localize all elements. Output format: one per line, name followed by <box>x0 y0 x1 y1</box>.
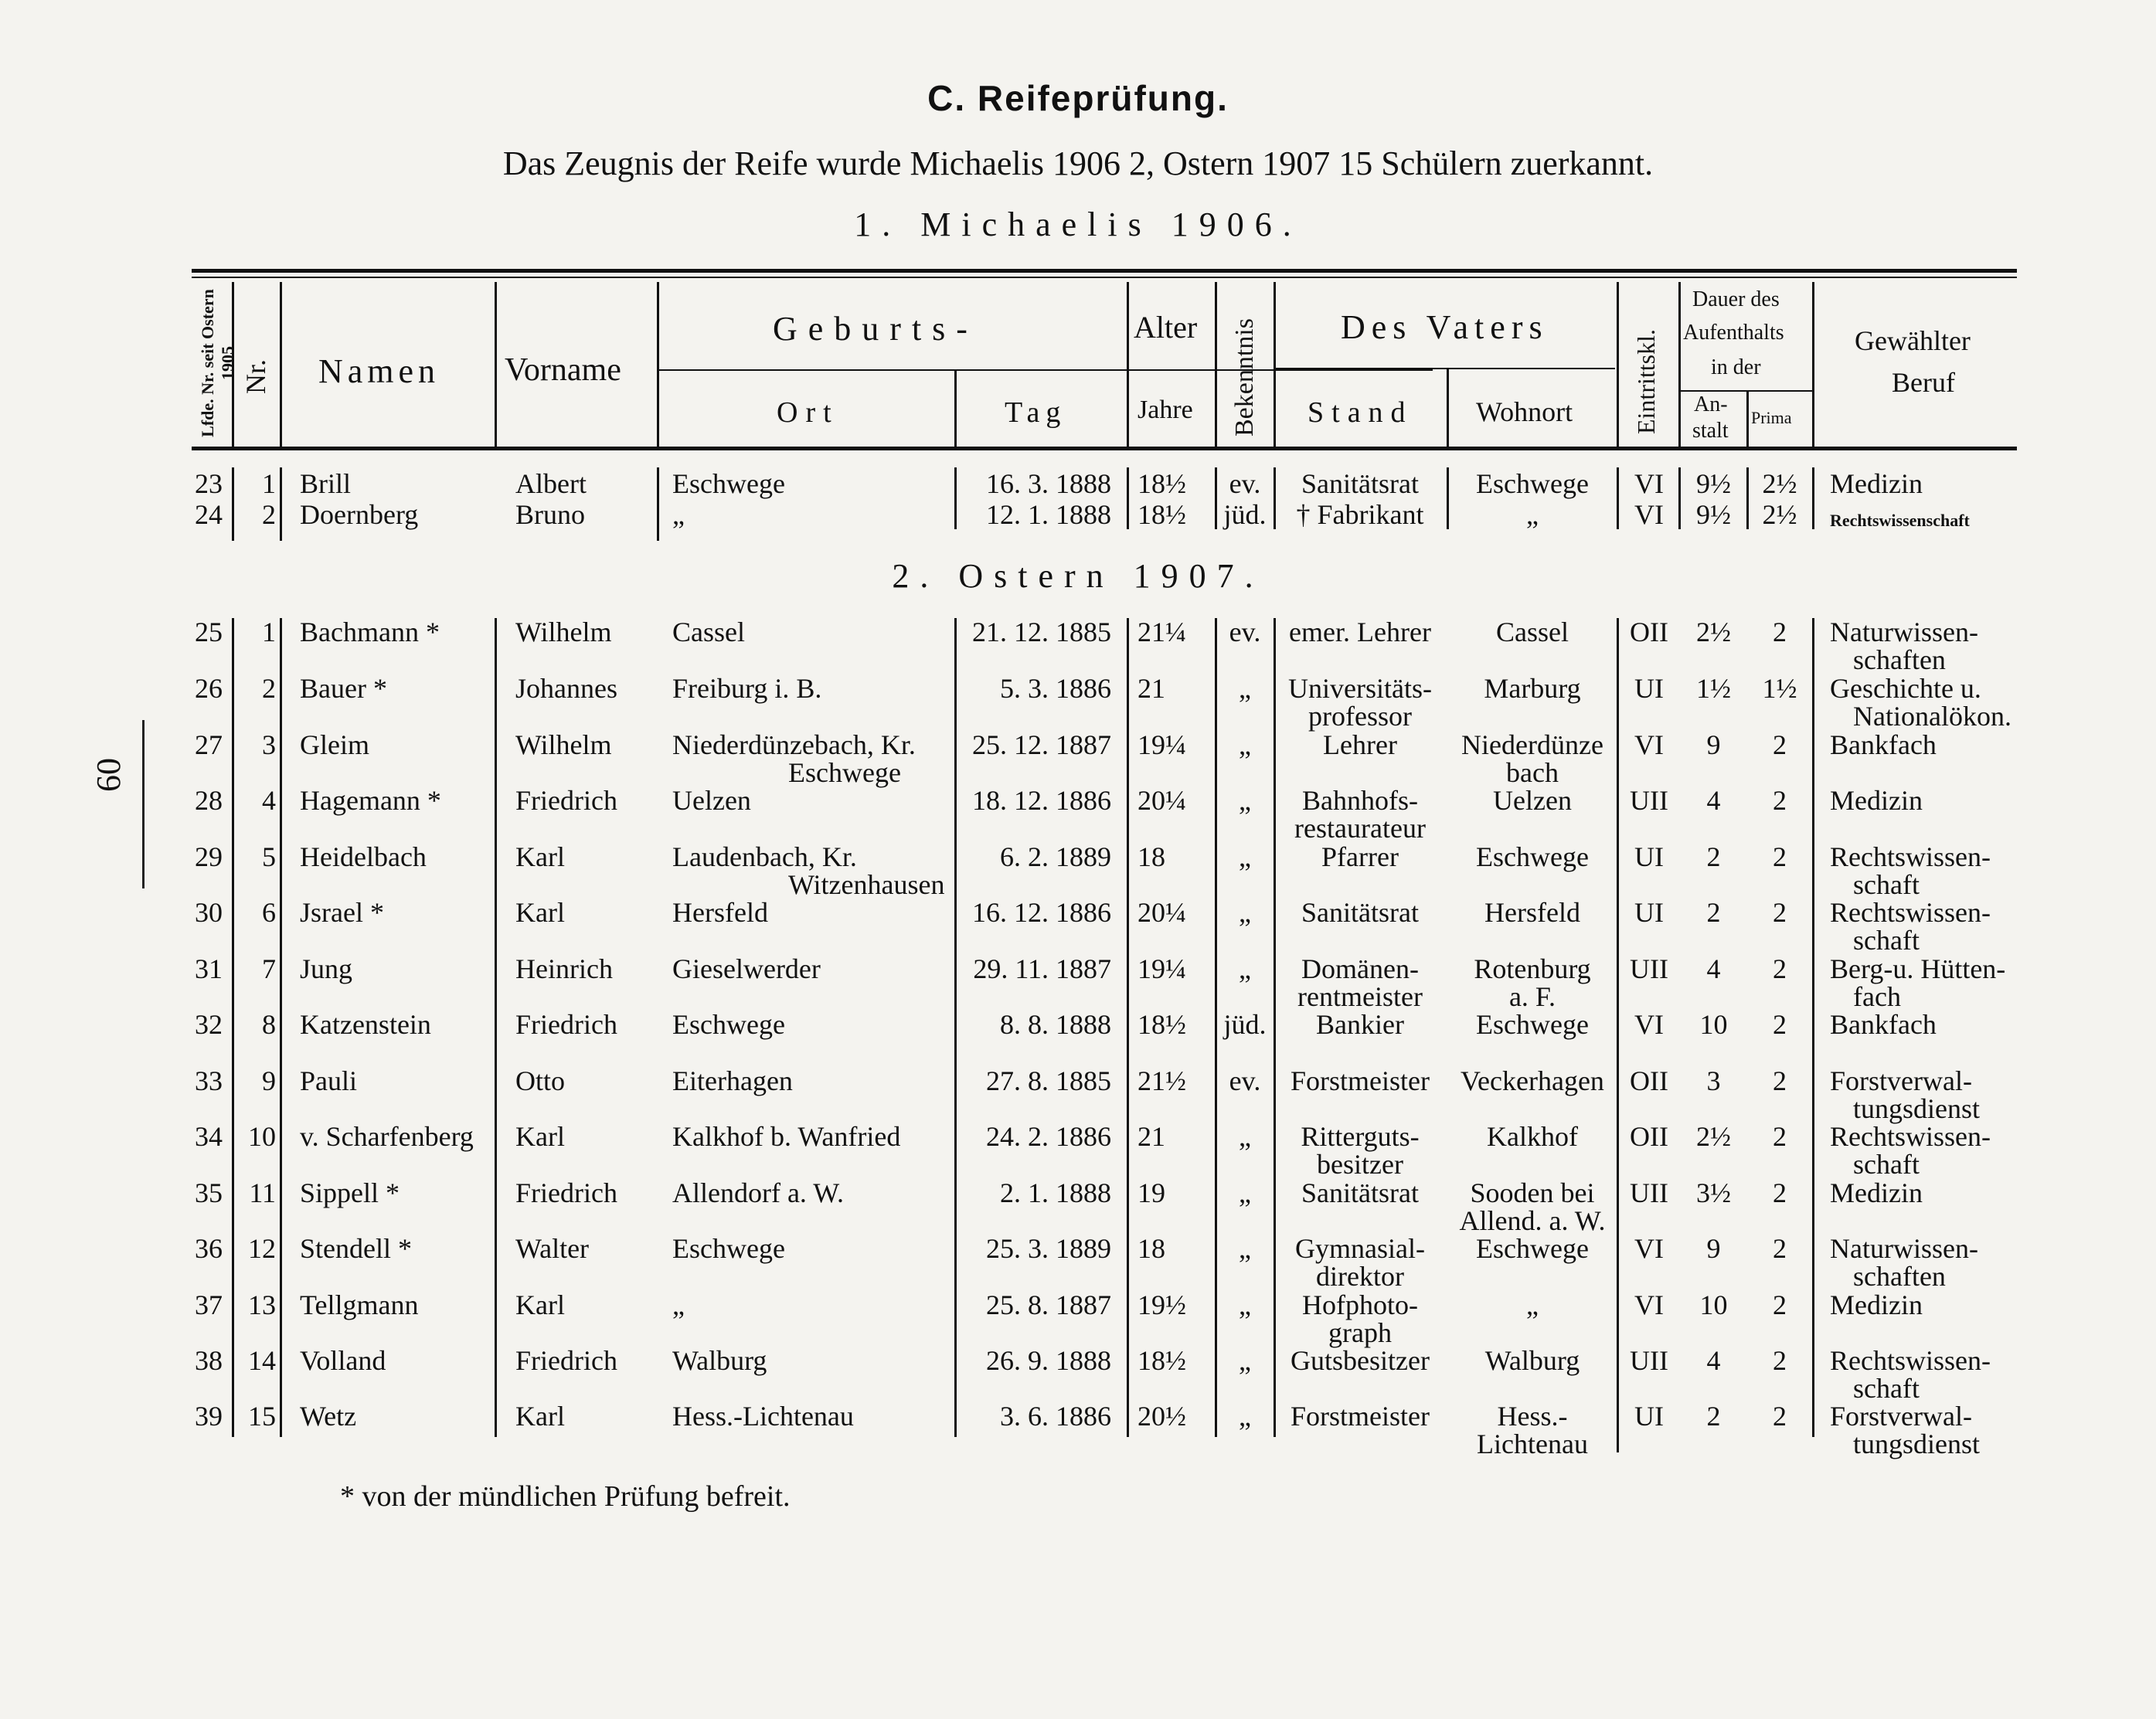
cell-tag: 25. 3. 1889 <box>986 1233 1111 1264</box>
header-alter: Alter <box>1134 310 1198 345</box>
header-des-vaters: Des Vaters <box>1341 308 1549 346</box>
cell-ort: Niederdünzebach, Kr. <box>672 729 916 760</box>
cell-ort: Allendorf a. W. <box>672 1177 844 1208</box>
cell-vorname: Friedrich <box>515 1009 617 1040</box>
cell-nr: 2 <box>262 499 276 530</box>
cell-prima: 2 <box>1773 1177 1787 1208</box>
cell-bek: ev. <box>1229 468 1261 499</box>
cell-ort: Laudenbach, Kr. <box>672 841 857 872</box>
cell-prima: 2 <box>1773 953 1787 984</box>
cell-wohnort: Allend. a. W. <box>1459 1205 1606 1236</box>
cell-nr: 9 <box>262 1065 276 1096</box>
cell-vorname: Karl <box>515 1289 565 1320</box>
page-number: 60 <box>90 758 128 792</box>
header-dauer-1: Dauer des <box>1692 287 1780 311</box>
cell-stand: † Fabrikant <box>1296 499 1424 530</box>
cell-kl: VI <box>1634 1289 1664 1320</box>
cell-lfd: 33 <box>195 1065 223 1096</box>
cell-wohnort: Cassel <box>1496 617 1569 647</box>
cell-stand: direktor <box>1316 1261 1404 1292</box>
cell-alter: 21 <box>1138 673 1165 704</box>
cell-prima: 2 <box>1773 1233 1787 1264</box>
cell-vorname: Karl <box>515 841 565 872</box>
cell-nr: 12 <box>248 1233 276 1264</box>
header-anstalt-1: An- <box>1694 392 1728 416</box>
cell-lfd: 27 <box>195 729 223 760</box>
cell-bek: „ <box>1239 1289 1251 1320</box>
cell-tag: 24. 2. 1886 <box>986 1121 1111 1152</box>
cell-beruf: Naturwissen- <box>1830 1233 1978 1264</box>
cell-stand: emer. Lehrer <box>1289 617 1431 647</box>
cell-nr: 10 <box>248 1121 276 1152</box>
cell-prima: 2 <box>1773 1121 1787 1152</box>
cell-prima: 2 <box>1773 1401 1787 1432</box>
cell-kl: VI <box>1634 499 1664 530</box>
cell-stand: rentmeister <box>1297 981 1423 1012</box>
cell-stand: Forstmeister <box>1291 1401 1430 1432</box>
cell-alter: 19 <box>1138 1177 1165 1208</box>
cell-stand: Lehrer <box>1323 729 1397 760</box>
cell-alter: 20¼ <box>1138 785 1186 816</box>
cell-lfd: 25 <box>195 617 223 647</box>
cell-anstalt: 3 <box>1706 1065 1721 1096</box>
cell-wohnort: bach <box>1506 757 1559 788</box>
cell-tag: 29. 11. 1887 <box>973 953 1111 984</box>
cell-name: Bauer * <box>300 673 387 704</box>
cell-tag: 5. 3. 1886 <box>1000 673 1111 704</box>
cell-nr: 15 <box>248 1401 276 1432</box>
cell-prima: 2 <box>1773 841 1787 872</box>
cell-ort: Witzenhausen <box>788 869 945 900</box>
cell-wohnort: Hersfeld <box>1484 897 1580 928</box>
cell-ort: Gieselwerder <box>672 953 821 984</box>
cell-beruf: Rechtswissen- <box>1830 841 1991 872</box>
cell-nr: 8 <box>262 1009 276 1040</box>
cell-lfd: 34 <box>195 1121 223 1152</box>
cell-lfd: 36 <box>195 1233 223 1264</box>
header-stand: Stand <box>1308 396 1413 429</box>
cell-tag: 12. 1. 1888 <box>986 499 1111 530</box>
cell-beruf: Medizin <box>1830 468 1923 499</box>
cell-beruf: Geschichte u. <box>1830 673 1981 704</box>
cell-bek: jüd. <box>1223 499 1267 530</box>
cell-alter: 21¼ <box>1138 617 1186 647</box>
cell-anstalt: 2 <box>1706 897 1721 928</box>
cell-name: v. Scharfenberg <box>300 1121 474 1152</box>
cell-beruf: schaft <box>1853 869 1920 900</box>
cell-bek: „ <box>1239 1121 1251 1152</box>
cell-ort: Eschwege <box>672 1009 785 1040</box>
cell-anstalt: 9 <box>1706 1233 1721 1264</box>
cell-alter: 19¼ <box>1138 729 1186 760</box>
cell-ort: Eiterhagen <box>672 1065 793 1096</box>
cell-alter: 18½ <box>1138 1009 1186 1040</box>
cell-lfd: 38 <box>195 1345 223 1376</box>
cell-prima: 2 <box>1773 1345 1787 1376</box>
cell-prima: 2 <box>1773 1009 1787 1040</box>
cell-anstalt: 9½ <box>1696 468 1731 499</box>
cell-lfd: 29 <box>195 841 223 872</box>
cell-beruf: Nationalökon. <box>1853 701 2011 732</box>
cell-stand: Universitäts- <box>1288 673 1432 704</box>
cell-beruf: fach <box>1853 981 1901 1012</box>
cell-ort: „ <box>672 1289 685 1320</box>
cell-wohnort: „ <box>1526 499 1539 530</box>
header-tag: Tag <box>1005 396 1067 429</box>
cell-beruf: tungsdienst <box>1853 1093 1981 1124</box>
cell-nr: 14 <box>248 1345 276 1376</box>
cell-kl: UI <box>1634 841 1664 872</box>
cell-stand: Hofphoto- <box>1302 1289 1418 1320</box>
cell-beruf: schaft <box>1853 1373 1920 1404</box>
cell-vorname: Friedrich <box>515 1345 617 1376</box>
page-title: C. Reifeprüfung. <box>927 78 1229 118</box>
cell-nr: 6 <box>262 897 276 928</box>
cell-alter: 21½ <box>1138 1065 1186 1096</box>
cell-name: Gleim <box>300 729 369 760</box>
header-beruf-1: Gewählter <box>1855 325 1971 356</box>
cell-vorname: Friedrich <box>515 1177 617 1208</box>
cell-bek: ev. <box>1229 617 1261 647</box>
cell-prima: 2 <box>1773 1065 1787 1096</box>
header-anstalt-2: stalt <box>1692 419 1729 443</box>
cell-wohnort: a. F. <box>1508 981 1556 1012</box>
cell-beruf: schaft <box>1853 925 1920 956</box>
cell-lfd: 30 <box>195 897 223 928</box>
cell-name: Stendell * <box>300 1233 412 1264</box>
cell-tag: 6. 2. 1889 <box>1000 841 1111 872</box>
cell-prima: 2 <box>1773 729 1787 760</box>
cell-anstalt: 2½ <box>1696 1121 1731 1152</box>
cell-vorname: Otto <box>515 1065 566 1096</box>
header-dauer-2: Aufenthalts <box>1683 321 1784 345</box>
cell-anstalt: 10 <box>1699 1009 1728 1040</box>
cell-ort: Hersfeld <box>672 897 768 928</box>
cell-nr: 2 <box>262 673 276 704</box>
header-bekenntnis: Bekenntnis <box>1230 318 1259 437</box>
cell-wohnort: Uelzen <box>1493 785 1572 816</box>
cell-kl: UII <box>1630 953 1668 984</box>
cell-beruf: Bankfach <box>1830 1009 1937 1040</box>
cell-lfd: 32 <box>195 1009 223 1040</box>
cell-name: Jsrael * <box>300 897 384 928</box>
cell-prima: 2½ <box>1762 468 1797 499</box>
cell-bek: jüd. <box>1223 1009 1267 1040</box>
cell-wohnort: Lichtenau <box>1477 1429 1588 1459</box>
cell-beruf: Forstverwal- <box>1830 1401 1972 1432</box>
cell-bek: „ <box>1239 841 1251 872</box>
cell-beruf: Rechtswissen- <box>1830 1345 1991 1376</box>
cell-tag: 18. 12. 1886 <box>972 785 1111 816</box>
cell-beruf: Medizin <box>1830 1177 1923 1208</box>
cell-anstalt: 2 <box>1706 841 1721 872</box>
cell-ort: Hess.-Lichtenau <box>672 1401 854 1432</box>
cell-vorname: Karl <box>515 897 565 928</box>
cell-kl: VI <box>1634 468 1664 499</box>
cell-anstalt: 4 <box>1706 1345 1721 1376</box>
cell-beruf: Berg-u. Hütten- <box>1830 953 2006 984</box>
cell-nr: 1 <box>262 468 276 499</box>
cell-alter: 18 <box>1138 841 1165 872</box>
cell-kl: UII <box>1630 1345 1668 1376</box>
cell-lfd: 31 <box>195 953 223 984</box>
cell-lfd: 39 <box>195 1401 223 1432</box>
header-dauer-3: in der <box>1711 355 1761 379</box>
cell-kl: VI <box>1634 729 1664 760</box>
cell-tag: 2. 1. 1888 <box>1000 1177 1111 1208</box>
cell-name: Brill <box>300 468 352 499</box>
cell-nr: 11 <box>249 1177 276 1208</box>
cell-prima: 2 <box>1773 897 1787 928</box>
cell-kl: OII <box>1630 1065 1668 1096</box>
header-prima: Prima <box>1751 408 1792 427</box>
cell-beruf: schaft <box>1853 1149 1920 1180</box>
cell-kl: UI <box>1634 673 1664 704</box>
cell-name: Hagemann * <box>300 785 441 816</box>
header-geburts: Geburts- <box>773 310 978 348</box>
cell-lfd: 23 <box>195 468 223 499</box>
header-ort: Ort <box>777 396 839 429</box>
header-wohnort: Wohnort <box>1476 396 1573 427</box>
cell-beruf: Medizin <box>1830 785 1923 816</box>
cell-name: Tellgmann <box>300 1289 419 1320</box>
cell-stand: professor <box>1308 701 1412 732</box>
header-namen: Namen <box>318 352 440 390</box>
cell-kl: UII <box>1630 785 1668 816</box>
cell-ort: Walburg <box>672 1345 767 1376</box>
cell-wohnort: Eschwege <box>1476 468 1589 499</box>
cell-alter: 19½ <box>1138 1289 1186 1320</box>
cell-name: Wetz <box>300 1401 357 1432</box>
cell-prima: 1½ <box>1762 673 1797 704</box>
cell-beruf: Rechtswissenschaft <box>1830 511 1970 530</box>
cell-bek: „ <box>1239 897 1251 928</box>
cell-wohnort: Eschwege <box>1476 1233 1589 1264</box>
cell-nr: 7 <box>262 953 276 984</box>
header-nr: Nr. <box>240 359 271 394</box>
cell-anstalt: 9½ <box>1696 499 1731 530</box>
cell-name: Bachmann * <box>300 617 440 647</box>
cell-beruf: schaften <box>1853 644 1946 675</box>
cell-wohnort: Sooden bei <box>1470 1177 1595 1208</box>
cell-vorname: Karl <box>515 1401 565 1432</box>
cell-wohnort: Niederdünze <box>1461 729 1603 760</box>
cell-stand: Sanitätsrat <box>1301 897 1419 928</box>
cell-beruf: Naturwissen- <box>1830 617 1978 647</box>
cell-lfd: 28 <box>195 785 223 816</box>
cell-name: Sippell * <box>300 1177 400 1208</box>
cell-vorname: Albert <box>515 468 587 499</box>
cell-wohnort: Hess.- <box>1497 1401 1568 1432</box>
cell-alter: 18½ <box>1138 499 1186 530</box>
cell-bek: „ <box>1239 1177 1251 1208</box>
cell-bek: „ <box>1239 953 1251 984</box>
cell-tag: 8. 8. 1888 <box>1000 1009 1111 1040</box>
cell-anstalt: 3½ <box>1696 1177 1731 1208</box>
cell-ort: Cassel <box>672 617 745 647</box>
cell-prima: 2 <box>1773 617 1787 647</box>
cell-anstalt: 2 <box>1706 1401 1721 1432</box>
header-jahre: Jahre <box>1138 396 1193 424</box>
cell-beruf: tungsdienst <box>1853 1429 1981 1459</box>
cell-stand: Bankier <box>1316 1009 1404 1040</box>
cell-wohnort: Kalkhof <box>1487 1121 1578 1152</box>
cell-name: Doernberg <box>300 499 419 530</box>
cell-kl: UII <box>1630 1177 1668 1208</box>
cell-nr: 3 <box>262 729 276 760</box>
cell-ort: Freiburg i. B. <box>672 673 822 704</box>
cell-vorname: Bruno <box>515 499 585 530</box>
cell-tag: 27. 8. 1885 <box>986 1065 1111 1096</box>
cell-stand: Gymnasial- <box>1295 1233 1425 1264</box>
cell-stand: Sanitätsrat <box>1301 1177 1419 1208</box>
cell-bek: ev. <box>1229 1065 1261 1096</box>
cell-lfd: 26 <box>195 673 223 704</box>
cell-beruf: Medizin <box>1830 1289 1923 1320</box>
cell-bek: „ <box>1239 1345 1251 1376</box>
footnote: * von der mündlichen Prüfung befreit. <box>340 1480 791 1513</box>
cell-wohnort: Marburg <box>1484 673 1581 704</box>
cell-kl: VI <box>1634 1009 1664 1040</box>
cell-bek: „ <box>1239 673 1251 704</box>
cell-prima: 2 <box>1773 785 1787 816</box>
cell-stand: Pfarrer <box>1321 841 1399 872</box>
cell-anstalt: 10 <box>1699 1289 1728 1320</box>
header-beruf-2: Beruf <box>1892 367 1955 398</box>
cell-kl: UI <box>1634 897 1664 928</box>
header-vorname: Vorname <box>505 352 621 388</box>
cell-beruf: Forstverwal- <box>1830 1065 1972 1096</box>
cell-kl: OII <box>1630 1121 1668 1152</box>
header-lfd-nr: Lfde. Nr. seit Ostern 1905 <box>198 289 237 437</box>
cell-lfd: 37 <box>195 1289 223 1320</box>
cell-vorname: Karl <box>515 1121 565 1152</box>
cell-stand: Gutsbesitzer <box>1291 1345 1430 1376</box>
cell-tag: 21. 12. 1885 <box>972 617 1111 647</box>
cell-stand: Forstmeister <box>1291 1065 1430 1096</box>
cell-vorname: Friedrich <box>515 785 617 816</box>
cell-vorname: Wilhelm <box>515 617 612 647</box>
header-eintrittskl: Eintrittskl. <box>1632 329 1660 434</box>
cell-ort: Eschwege <box>672 468 785 499</box>
cell-bek: „ <box>1239 1233 1251 1264</box>
cell-ort: Uelzen <box>672 785 751 816</box>
section-heading-michaelis: 1. Michaelis 1906. <box>854 206 1302 243</box>
cell-wohnort: Eschwege <box>1476 841 1589 872</box>
cell-vorname: Walter <box>515 1233 590 1264</box>
cell-ort: Eschwege <box>672 1233 785 1264</box>
cell-stand: Domänen- <box>1301 953 1419 984</box>
cell-lfd: 24 <box>195 499 223 530</box>
cell-stand: Bahnhofs- <box>1302 785 1418 816</box>
cell-vorname: Heinrich <box>515 953 613 984</box>
cell-prima: 2 <box>1773 1289 1787 1320</box>
cell-tag: 3. 6. 1886 <box>1000 1401 1111 1432</box>
cell-tag: 25. 12. 1887 <box>972 729 1111 760</box>
cell-ort: Eschwege <box>788 757 901 788</box>
cell-kl: VI <box>1634 1233 1664 1264</box>
cell-beruf: schaften <box>1853 1261 1946 1292</box>
cell-prima: 2½ <box>1762 499 1797 530</box>
cell-ort: „ <box>672 499 685 530</box>
cell-wohnort: „ <box>1526 1289 1539 1320</box>
cell-stand: Ritterguts- <box>1301 1121 1420 1152</box>
cell-kl: UI <box>1634 1401 1664 1432</box>
cell-nr: 1 <box>262 617 276 647</box>
cell-bek: „ <box>1239 1401 1251 1432</box>
section-heading-ostern: 2. Ostern 1907. <box>892 557 1264 595</box>
cell-name: Pauli <box>300 1065 358 1096</box>
cell-tag: 16. 12. 1886 <box>972 897 1111 928</box>
cell-wohnort: Walburg <box>1484 1345 1580 1376</box>
cell-anstalt: 9 <box>1706 729 1721 760</box>
cell-nr: 4 <box>262 785 276 816</box>
cell-alter: 18 <box>1138 1233 1165 1264</box>
cell-alter: 18½ <box>1138 468 1186 499</box>
cell-nr: 5 <box>262 841 276 872</box>
intro-text: Das Zeugnis der Reife wurde Michaelis 1906 2, Ostern 1907 15 Schülern zuerkannt. <box>502 144 1654 182</box>
cell-bek: „ <box>1239 729 1251 760</box>
cell-stand: restaurateur <box>1294 813 1426 844</box>
cell-wohnort: Rotenburg <box>1474 953 1591 984</box>
cell-alter: 21 <box>1138 1121 1165 1152</box>
cell-kl: OII <box>1630 617 1668 647</box>
cell-name: Katzenstein <box>300 1009 431 1040</box>
cell-stand: Sanitätsrat <box>1301 468 1419 499</box>
cell-ort: Kalkhof b. Wanfried <box>672 1121 901 1152</box>
cell-nr: 13 <box>248 1289 276 1320</box>
cell-anstalt: 4 <box>1706 785 1721 816</box>
cell-tag: 25. 8. 1887 <box>986 1289 1111 1320</box>
cell-bek: „ <box>1239 785 1251 816</box>
cell-anstalt: 4 <box>1706 953 1721 984</box>
cell-anstalt: 2½ <box>1696 617 1731 647</box>
cell-vorname: Wilhelm <box>515 729 612 760</box>
cell-alter: 20¼ <box>1138 897 1186 928</box>
cell-stand: besitzer <box>1317 1149 1403 1180</box>
cell-name: Volland <box>300 1345 386 1376</box>
cell-stand: graph <box>1328 1317 1392 1348</box>
cell-wohnort: Veckerhagen <box>1461 1065 1604 1096</box>
cell-beruf: Bankfach <box>1830 729 1937 760</box>
cell-anstalt: 1½ <box>1696 673 1731 704</box>
cell-alter: 18½ <box>1138 1345 1186 1376</box>
cell-tag: 16. 3. 1888 <box>986 468 1111 499</box>
cell-name: Jung <box>300 953 353 984</box>
cell-alter: 20½ <box>1138 1401 1186 1432</box>
cell-alter: 19¼ <box>1138 953 1186 984</box>
cell-vorname: Johannes <box>515 673 617 704</box>
cell-beruf: Rechtswissen- <box>1830 1121 1991 1152</box>
cell-name: Heidelbach <box>300 841 427 872</box>
cell-beruf: Rechtswissen- <box>1830 897 1991 928</box>
cell-tag: 26. 9. 1888 <box>986 1345 1111 1376</box>
cell-wohnort: Eschwege <box>1476 1009 1589 1040</box>
cell-lfd: 35 <box>195 1177 223 1208</box>
